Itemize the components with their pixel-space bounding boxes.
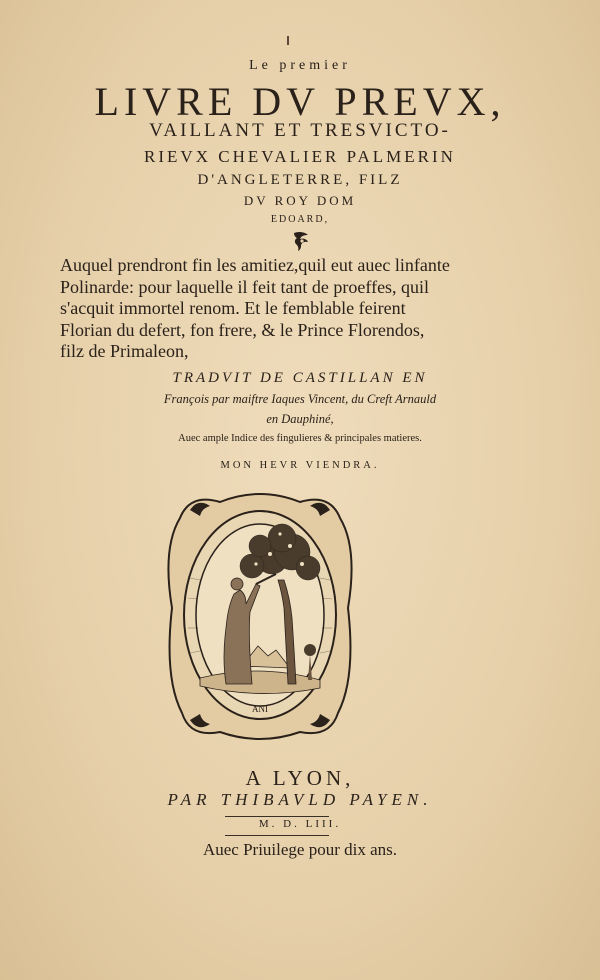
paragraph-line: Auquel prendront fin les amitiez,quil eut auec linfante <box>60 255 450 275</box>
title-line-3: D'ANGLETERRE, FILZ <box>197 172 403 188</box>
paragraph-line: Florian du defert, fon frere, & le Prince Florendos, <box>60 319 425 340</box>
title-line-1: VAILLANT ET TRESVICTO- <box>149 120 451 141</box>
translation-line-1: TRADVIT DE CASTILLAN EN <box>172 370 428 386</box>
translation-line-3: en Dauphiné, <box>266 412 334 426</box>
page-title: LIVRE DV PREVX, <box>94 79 506 124</box>
paragraph-line: filz de Primaleon, <box>60 341 189 361</box>
title-line-2: RIEVX CHEVALIER PALMERIN <box>144 147 456 166</box>
description-paragraph <box>60 255 480 363</box>
imprint-year: M. D. LIII. <box>258 818 342 830</box>
printers-device-icon <box>160 488 360 743</box>
title-premier: Le premier <box>249 58 351 73</box>
emblem-frame-text: ANI <box>252 704 268 714</box>
imprint-printer: PAR THIBAVLD PAYEN. <box>167 790 433 809</box>
title-line-4: DV ROY DOM <box>243 193 357 208</box>
index-note: Auec ample Indice des fingulieres & principales matieres. <box>178 433 422 444</box>
pin-mark <box>287 36 289 45</box>
paragraph-line: Polinarde: pour laquelle il feit tant de proeffes, quil <box>60 276 430 297</box>
paragraph-line: s'acquit immortel renom. Et le femblable feirent <box>60 298 406 318</box>
imprint-place: A LYON, <box>245 766 355 790</box>
imprint-privilege: Auec Priuilege pour dix ans. <box>202 840 398 859</box>
title-line-5: EDOARD, <box>270 214 330 225</box>
translation-line-2: François par maiftre Iaques Vincent, du Creft Arnauld <box>163 392 437 406</box>
fleuron-icon <box>289 229 313 253</box>
motto: MON HEVR VIENDRA. <box>220 460 380 471</box>
